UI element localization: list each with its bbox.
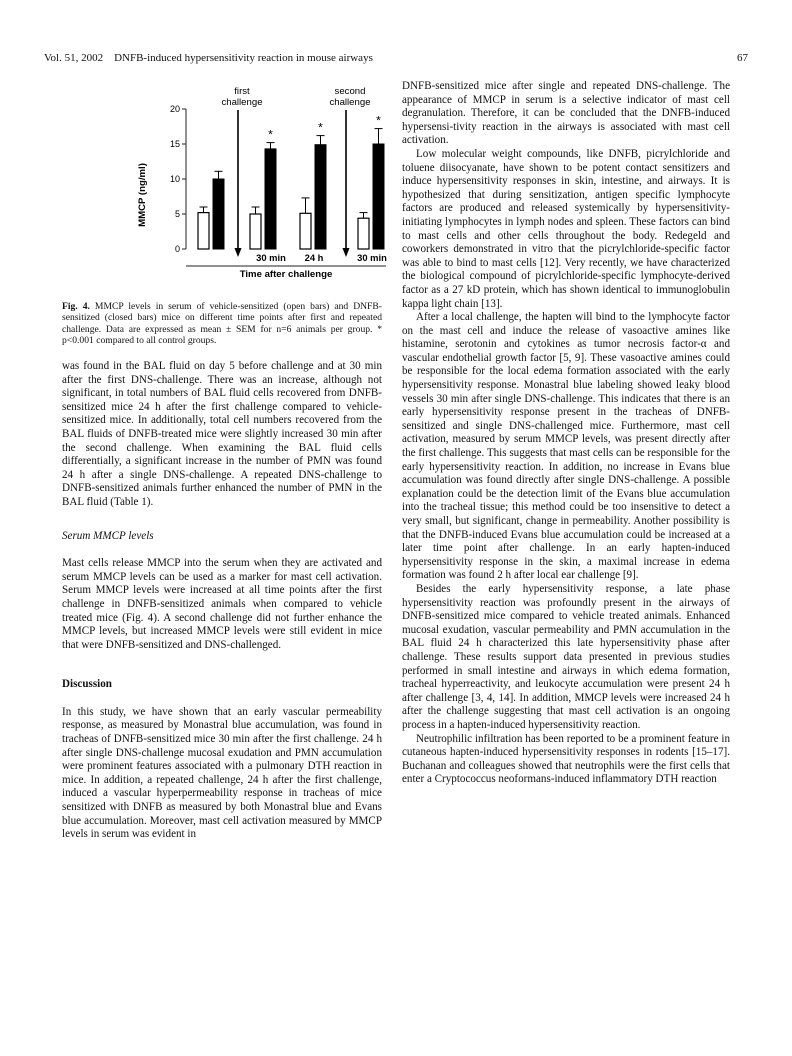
challenge-arrowhead — [235, 248, 242, 257]
significance-star: * — [318, 120, 323, 135]
right-para-5: Neutrophilic infiltration has been reported to be a prominent feature in cutaneous hapten-induced hypersensitivity responses in rodents [15–17]. Buchanan and colleagues showed that neutrophils were the first cells that enter a Cryptococcus neoformans-induced inflammatory DTH reaction — [402, 732, 730, 786]
annotation-second-line1: second — [334, 86, 366, 97]
x-tick-label: 30 min — [357, 252, 387, 263]
annotation-first-line2: challenge — [221, 97, 263, 108]
y-tick-label: 20 — [169, 104, 180, 115]
closed-bar — [315, 145, 326, 249]
running-head-left — [44, 52, 373, 64]
right-para-3: After a local challenge, the hapten will bind to the lymphocyte factor on the mast cell and induce the release of vasoactive amines like histamine, serotonin and cytokines as tumor necrosis factor-α and vascular endothelial growth factor [5, 9]. These vasoactive amines could be responsible for the local edema formation associated with the early hypersensitivity response. Monastral blue labeling showed leaky blood vessels 30 min after single DNS-challenge. This indicates that there is an early hypersensitivity response present in the tracheas of DNFB-sensitized and single DNS-challenged mice. Furthermore, mast cell activation, measured by serum MMCP levels, was present directly after the first challenge. This suggests that mast cells can be responsible for the early hypersensitivity reaction. In addition, no increase in Evans blue accumulation was found directly after single DNS-challenge. A possible explanation could be the detection limit of the Evans blue accumulation into the tracheal tissue; this method could be too insensitive to detect a very small, but significant, change in permeability. Another possibility is that the DNFB-induced Evans blue accumulation could be increased at a later time point after challenge. In an early hapten-induced hypersensitivity response in the skin, a maximal increase in edema formation was found 2 h after local ear challenge [9]. — [402, 311, 730, 582]
open-bar — [198, 213, 209, 249]
x-tick-label: 24 h — [304, 252, 324, 263]
figure-caption-label: Fig. 4. — [62, 300, 90, 312]
heading-discussion: Discussion — [62, 678, 112, 691]
y-axis-label: MMCP (ng/ml) — [137, 163, 148, 227]
open-bar — [358, 218, 369, 249]
heading-serum-mmcp: Serum MMCP levels — [62, 529, 154, 542]
x-tick-label: 30 min — [256, 252, 286, 263]
closed-bar — [213, 179, 224, 249]
y-tick-label: 5 — [174, 209, 180, 220]
volume-label: Vol. 51, 2002 — [44, 52, 104, 64]
mmcp-bar-chart — [62, 80, 387, 296]
right-column — [402, 80, 730, 787]
left-para-3: In this study, we have shown that an early vascular permeability response, as measured by Monastral blue accumulation, was found in tracheas of DNFB-sensitized mice 30 min after the first challenge. 24 h after single DNS-challenge mucosal exudation and PMN accumulation were prominent features associated with a pulmonary DTH reaction in mice. In addition, a repeated challenge, 24 h after the first challenge, induced a vascular hyperpermeability response in tracheas of mice sensitized with DNFB as measured by both Monastral blue and Evans blue accumulation. Moreover, mast cell activation measured by MMCP levels in serum was evident in — [62, 705, 382, 841]
running-title: DNFB-induced hypersensitivity reaction in mouse airways — [114, 52, 373, 64]
figure-4 — [62, 80, 387, 347]
annotation-first-line1: first — [234, 86, 250, 97]
y-tick-label: 0 — [174, 244, 180, 255]
significance-star: * — [376, 113, 381, 128]
open-bar — [250, 214, 261, 249]
right-para-2: Low molecular weight compounds, like DNFB, picrylchloride and toluene diisocyanate, have shown to be potent contact sensitizers and induce hypersensitivity responses in skin, intestine, and airways. It is hypothesized that during sensitization, antigen specific lymphocyte factors are produced and released systemically by hypersensitivity-initiating lymphocytes in lymph nodes and spleen. These factors can bind to mast cells and other cells throughout the body. Redegeld and coworkers demonstrated in vitro that the picrylchloride-specific factor was able to bind to mast cells [12]. Very recently, we have characterized the biological compound of picrylchloride-specific lymphocyte-derived factor as a 27 kD protein, which has shown identical to immunoglobulin kappa light chain [13]. — [402, 147, 730, 310]
x-axis-title: Time after challenge — [239, 269, 333, 280]
right-para-4: Besides the early hypersensitivity response, a late phase hypersensitivity reaction was profoundly present in the airways of DNFB-sensitized mice compared to vehicle treated animals. Enhanced mucosal exudation, vascular permeability and PMN accumulation in the BAL fluid 24 h characterized this late hypersensitivity phase after challenge. These results support data presented in previous studies performed in small intestine and airways in which edema formation, tracheal hyperreactivity, and leukocyte accumulation were present 24 h after challenge [3, 4, 14]. In addition, MMCP levels were increased 24 h after the challenge suggesting that mast cell activation is an ongoing process in a hapten-induced hypersensitivity reaction. — [402, 582, 730, 731]
annotation-second-line2: challenge — [329, 97, 371, 108]
y-tick-label: 10 — [169, 174, 180, 185]
y-tick-label: 15 — [169, 139, 180, 150]
closed-bar — [373, 144, 384, 249]
left-column — [62, 80, 387, 842]
figure-caption-text: MMCP levels in serum of vehicle-sensitized (open bars) and DNFB-sensitized (closed bars) mice on different time points after first and repeated challenge. Data are expressed as mean ± SEM for n=6 animals per group. * p<0.001 compared to all control groups. — [62, 300, 382, 347]
figure-caption — [62, 301, 382, 347]
open-bar — [300, 213, 311, 249]
right-para-1: DNFB-sensitized mice after single and repeated DNS-challenge. The appearance of MMCP in serum is a selective indicator of mast cell degranulation. Therefore, it can be concluded that the DNFB-induced hypersensi-tivity reaction in the airways is associated with mast cell activation. — [402, 80, 730, 147]
significance-star: * — [268, 127, 273, 142]
closed-bar — [265, 149, 276, 249]
challenge-arrowhead — [343, 248, 350, 257]
left-para-1: was found in the BAL fluid on day 5 before challenge and at 30 min after the first DNS-challenge. There was an increase, although not significant, in total numbers of BAL fluid cells recovered from DNFB-sensitized mice 24 h after the first challenge compared to vehicle-sensitized mice. In additionally, total cell numbers recovered from the BAL fluids of DNFB-treated mice were slightly increased 30 min after the second challenge. When examining the BAL fluid cells differentially, a significant increase in the number of PMN was found 24 h after a single DNS-challenge. A repeated DNS-challenge to DNFB-sensitized animals further enhanced the number of PMN in the BAL fluid (Table 1). — [62, 360, 382, 508]
page-number: 67 — [737, 52, 748, 64]
left-para-2: Mast cells release MMCP into the serum when they are activated and serum MMCP levels can be used as a marker for mast cell activation. Serum MMCP levels were increased at all time points after the first challenge in DNFB-sensitized animals when compared to vehicle treated mice (Fig. 4). A second challenge did not further enhance the MMCP levels, but increased MMCP levels were still evident in mice that were DNFB-sensitized and DNS-challenged. — [62, 557, 382, 651]
